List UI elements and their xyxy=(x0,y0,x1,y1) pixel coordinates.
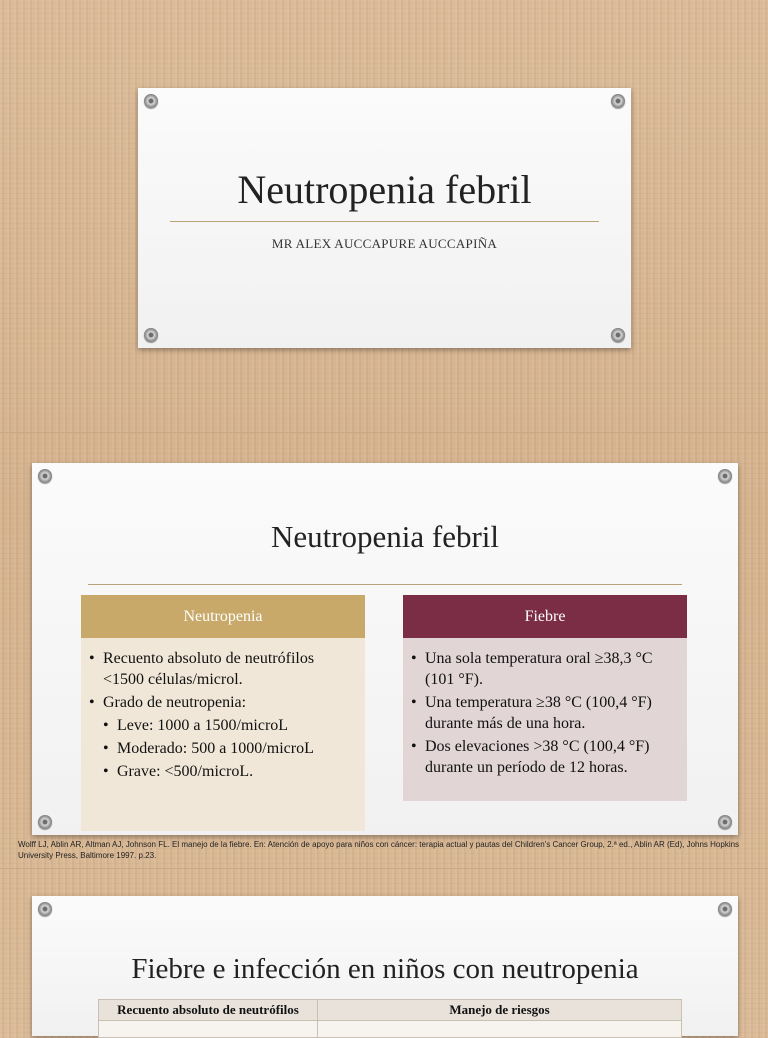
table-cell xyxy=(318,1021,682,1038)
grommet-icon xyxy=(611,328,625,342)
definition-slide[interactable] xyxy=(32,463,738,835)
bullet-item xyxy=(89,692,357,782)
bullet-text: Recuento absoluto de neutrófilos <1500 células/microl. xyxy=(103,650,315,688)
panel-body xyxy=(81,638,365,831)
reference-citation: Wolff LJ, Ablin AR, Altman AJ, Johnson FL. El manejo de la fiebre. En: Atención de apoyo para niños con cáncer: terapia actual y pautas del Children's Cancer Group, 2.ª ed., Ablin AR (Ed), Johns Hopkins University Press, Baltimore 1997. p.23. xyxy=(18,840,740,860)
grommet-icon xyxy=(718,469,732,483)
grommet-icon xyxy=(38,815,52,829)
slide-subtitle: MR ALEX AUCCAPURE AUCCAPIÑA xyxy=(271,236,498,251)
bullet-item xyxy=(89,648,357,690)
panel-header: Neutropenia xyxy=(81,595,365,638)
slide-title: Neutropenia febril xyxy=(237,167,532,212)
title-slide[interactable] xyxy=(138,88,631,348)
sub-bullet-item: • Grave: <500/microL. xyxy=(103,761,357,782)
panel-header: Fiebre xyxy=(403,595,687,638)
bullet-text: Grado de neutropenia: xyxy=(103,694,247,711)
grommet-icon xyxy=(718,815,732,829)
grommet-icon xyxy=(611,94,625,108)
grommet-icon xyxy=(144,94,158,108)
neutropenia-panel xyxy=(81,595,365,831)
table-header-cell: Recuento absoluto de neutrófilos xyxy=(99,1000,318,1021)
table-header-cell: Manejo de riesgos xyxy=(318,1000,682,1021)
title-divider xyxy=(88,584,682,585)
table-row xyxy=(99,1021,682,1038)
bullet-item: • Dos elevaciones >38 °C (100,4 °F) durante un período de 12 horas. xyxy=(411,736,679,778)
infection-slide[interactable] xyxy=(32,896,738,1036)
grommet-icon xyxy=(144,328,158,342)
grommet-icon xyxy=(38,469,52,483)
title-divider xyxy=(170,221,599,222)
grommet-icon xyxy=(718,902,732,916)
slide-title: Fiebre e infección en niños con neutropenia xyxy=(131,953,639,985)
table-cell xyxy=(99,1021,318,1038)
slide-title: Neutropenia febril xyxy=(270,519,500,554)
bullet-item: • Una temperatura ≥38 °C (100,4 °F) durante más de una hora. xyxy=(411,692,679,734)
table-header-row xyxy=(99,1000,682,1021)
risk-table xyxy=(98,999,682,1038)
bullet-item: • Una sola temperatura oral ≥38,3 °C (101 °F). xyxy=(411,648,679,690)
panel-body xyxy=(403,638,687,801)
sub-bullet-item: • Moderado: 500 a 1000/microL xyxy=(103,738,357,759)
grommet-icon xyxy=(38,902,52,916)
fiebre-panel xyxy=(403,595,687,801)
sub-bullet-item: • Leve: 1000 a 1500/microL xyxy=(103,715,357,736)
